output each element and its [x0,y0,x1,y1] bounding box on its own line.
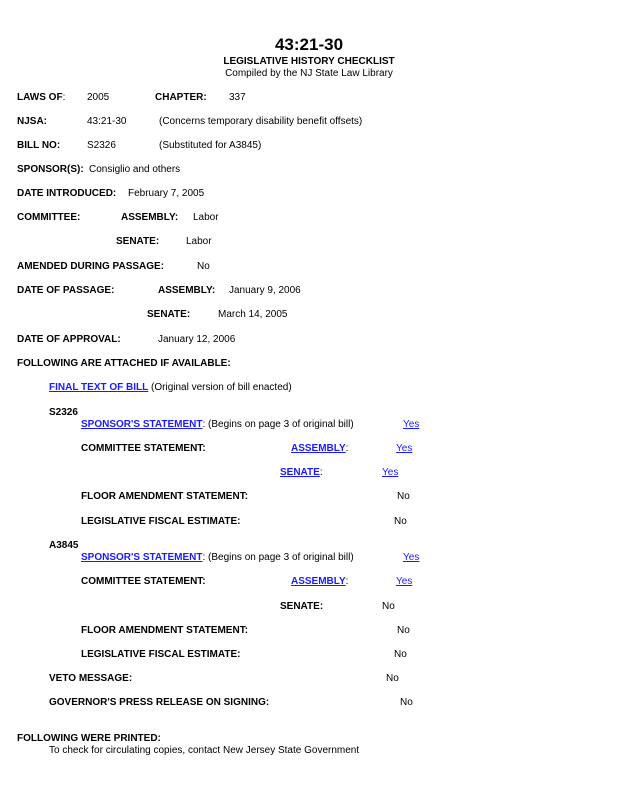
committee-assembly-value: Labor [193,212,219,223]
final-text-row [49,382,292,394]
compiled-by: Compiled by the NJ State Law Library [225,68,393,79]
a3845-fiscal-label: LEGISLATIVE FISCAL ESTIMATE: [81,649,241,660]
chapter-value: 337 [229,92,246,103]
amended-label: AMENDED DURING PASSAGE: [17,261,165,272]
veto-value: No [386,673,399,684]
s2326-committee-label: COMMITTEE STATEMENT: [81,443,206,454]
printed-heading: FOLLOWING WERE PRINTED: [17,733,161,744]
a3845-sponsor-note: : (Begins on page 3 of original bill) [202,552,354,563]
laws-of-label: LAWS OF: [17,92,66,103]
s2326-senate-row: SENATE: [280,467,323,478]
s2326-assembly-link[interactable]: ASSEMBLY [291,443,346,454]
date-introduced-value: February 7, 2005 [128,188,205,199]
final-text-note: (Original version of bill enacted) [151,382,292,393]
a3845-assembly-yes-link[interactable]: Yes [396,576,413,587]
date-of-approval-value: January 12, 2006 [158,334,236,345]
s2326-floor-value: No [397,491,410,502]
laws-of-year: 2005 [87,92,110,103]
s2326-senate-yes-link[interactable]: Yes [382,467,399,478]
njsa-label: NJSA: [17,116,48,127]
s2326-floor-label: FLOOR AMENDMENT STATEMENT: [81,491,249,502]
amended-value: No [197,261,210,272]
a3845-assembly-link[interactable]: ASSEMBLY [291,576,346,587]
a3845-sponsor-statement-link[interactable]: SPONSOR'S STATEMENT [81,552,203,563]
s2326-sponsor-statement-link[interactable]: SPONSOR'S STATEMENT [81,419,203,430]
committee-assembly-label: ASSEMBLY: [121,212,179,223]
committee-senate-label: SENATE: [116,236,160,247]
sponsors-value: Consiglio and others [89,164,181,175]
bill-no-label: BILL NO: [17,140,61,151]
s2326-sponsor-note: : (Begins on page 3 of original bill) [202,419,354,430]
s2326-fiscal-value: No [394,516,407,527]
s2326-label: S2326 [49,407,78,418]
njsa-note: (Concerns temporary disability benefit offsets) [159,116,363,127]
a3845-sponsor-row [81,552,354,564]
sponsors-label: SPONSOR(S): [17,164,84,175]
a3845-senate-label: SENATE: [280,601,324,612]
passage-senate-value: March 14, 2005 [218,309,288,320]
s2326-sponsor-row [81,419,354,431]
page-subtitle: LEGISLATIVE HISTORY CHECKLIST [223,56,395,67]
s2326-fiscal-label: LEGISLATIVE FISCAL ESTIMATE: [81,516,241,527]
passage-assembly-value: January 9, 2006 [229,285,301,296]
a3845-senate-value: No [382,601,395,612]
a3845-floor-label: FLOOR AMENDMENT STATEMENT: [81,625,249,636]
bill-no-note: (Substituted for A3845) [159,140,262,151]
s2326-sponsor-yes-link[interactable]: Yes [403,419,420,430]
press-release-value: No [400,697,413,708]
s2326-assembly-row: ASSEMBLY: [291,443,349,454]
a3845-committee-label: COMMITTEE STATEMENT: [81,576,206,587]
a3845-fiscal-value: No [394,649,407,660]
date-of-passage-label: DATE OF PASSAGE: [17,285,115,296]
bill-no-value: S2326 [87,140,116,151]
njsa-value: 43:21-30 [87,116,127,127]
veto-label: VETO MESSAGE: [49,673,133,684]
a3845-assembly-row: ASSEMBLY: [291,576,349,587]
attached-heading: FOLLOWING ARE ATTACHED IF AVAILABLE: [17,358,231,369]
a3845-label: A3845 [49,540,79,551]
a3845-sponsor-yes-link[interactable]: Yes [403,552,420,563]
s2326-senate-link[interactable]: SENATE [280,467,320,478]
s2326-assembly-yes-link[interactable]: Yes [396,443,413,454]
final-text-link[interactable]: FINAL TEXT OF BILL [49,382,149,393]
committee-senate-value: Labor [186,236,212,247]
date-of-approval-label: DATE OF APPROVAL: [17,334,121,345]
passage-assembly-label: ASSEMBLY: [158,285,216,296]
page-title: 43:21-30 [274,35,344,54]
date-introduced-label: DATE INTRODUCED: [17,188,117,199]
printed-note: To check for circulating copies, contact New Jersey State Government [49,745,360,756]
chapter-label: CHAPTER: [155,92,207,103]
press-release-label: GOVERNOR'S PRESS RELEASE ON SIGNING: [49,697,270,708]
a3845-floor-value: No [397,625,410,636]
committee-label: COMMITTEE: [17,212,81,223]
passage-senate-label: SENATE: [147,309,191,320]
